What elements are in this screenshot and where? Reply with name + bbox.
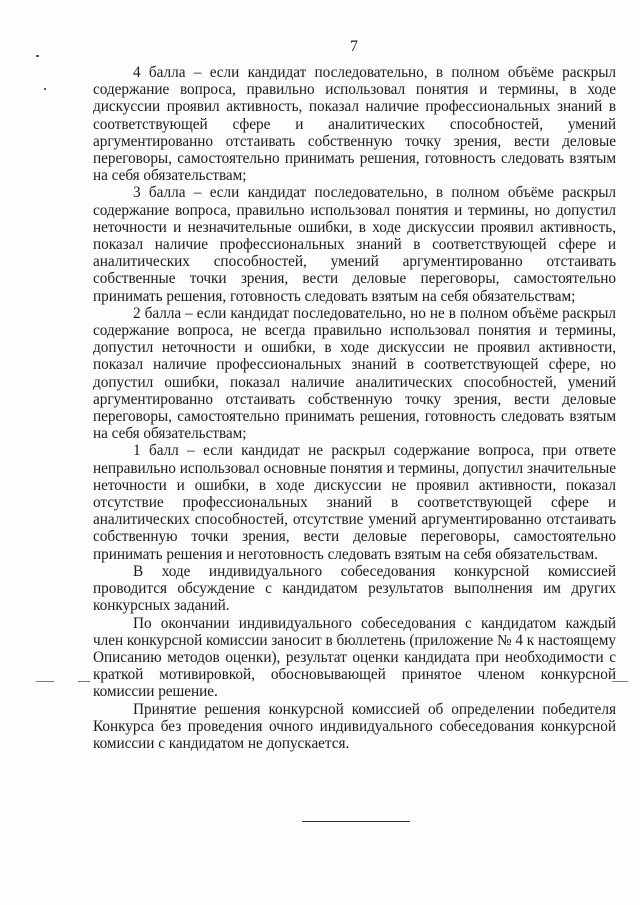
scan-mark — [78, 681, 90, 682]
scan-mark — [36, 681, 54, 682]
scan-mark — [44, 88, 46, 90]
paragraph-3-points: 3 балла – если кандидат последовательно, в полном объёме раскрыл содержание вопроса, правильно использовал понятия и термины, но допустил неточности и незначительные ошибки, в ходе дискуссии проявил активность, показал наличие профессиональных знаний в соответствующей сфере и аналитических способностей, умений аргументированно отстаивать собственные точки зрения, вести деловые переговоры, самостоятельно принимать решения, готовность следовать взятым на себя обязательствам; — [93, 184, 616, 305]
paragraph-decision: Принятие решения конкурсной комиссией об определении победителя Конкурса без проведения очного индивидуального собеседования конкурсной комиссии с кандидатом не допускается. — [93, 700, 616, 752]
closing-separator-line — [302, 821, 410, 822]
paragraph-1-point: 1 балл – если кандидат не раскрыл содержание вопроса, при ответе неправильно использовал основные понятия и термины, допустил значительные неточности и ошибки, в ходе дискуссии не проявил активности, показал отсутствие профессиональных знаний в соответствующей сфере и аналитических способностей, отсутствие умений аргументированно отстаивать собственную точки зрения, вести деловые переговоры, самостоятельно принимать решения и неготовность следовать взятым на себя обязательствам. — [93, 442, 616, 563]
paragraph-2-points: 2 балла – если кандидат последовательно, но не в полном объёме раскрыл содержание вопроса, не всегда правильно использовал понятия и термины, допустил неточности и ошибки, в ходе дискуссии не проявил активности, показал наличие профессиональных знаний в соответствующей сфере, но допустил ошибки, показал наличие аналитических способностей, умений аргументированно отстаивать собственную точку зрения, вести деловые переговоры, самостоятельно принимать решения, готовность следовать взятым на себя обязательствам; — [93, 304, 616, 443]
paragraph-interview-discussion: В ходе индивидуального собеседования конкурсной комиссией проводится обсуждение с кандидатом результатов выполнения им других конкурсных заданий. — [93, 562, 616, 615]
page-number: 7 — [350, 38, 358, 55]
paragraph-ballot: По окончании индивидуального собеседования с кандидатом каждый член конкурсной комиссии заносит в бюллетень (приложение № 4 к настоящему Описанию методов оценки), результат оценки кандидата при необходимости с краткой мотивировкой, обосновывающей принятое членом конкурсной комиссии решение. — [93, 614, 616, 701]
paragraph-4-points: 4 балла – если кандидат последовательно, в полном объёме раскрыл содержание вопроса, правильно использовал понятия и термины, в ходе дискуссии проявил активность, показал наличие профессиональных знаний в соответствующей сфере и аналитических способностей, умений аргументированно отстаивать собственную точку зрения, вести деловые переговоры, самостоятельно принимать решения, готовность следовать взятым на себя обязательствам; — [93, 64, 616, 185]
document-body — [93, 64, 616, 752]
